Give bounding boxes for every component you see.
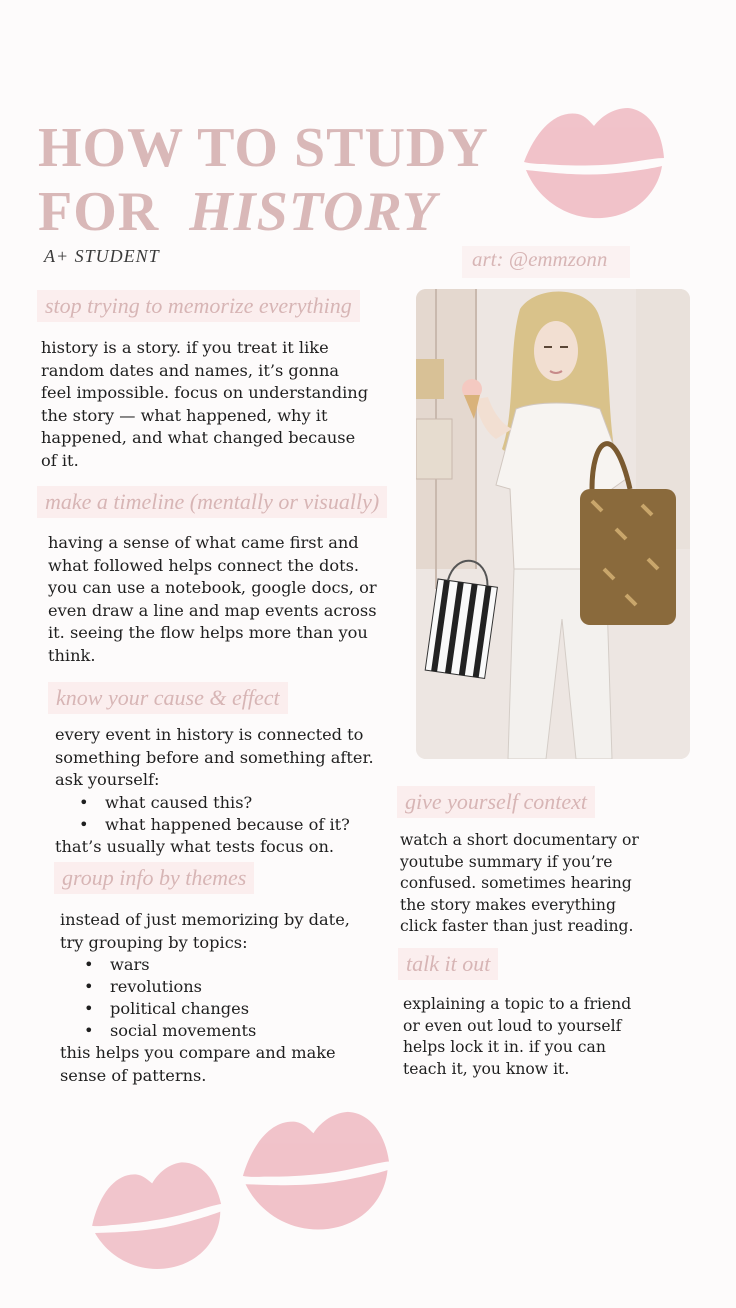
lips-icon <box>230 1106 398 1236</box>
cause-effect-outro: that’s usually what tests focus on. <box>55 836 335 856</box>
art-credit: art: @emmzonn <box>472 247 608 271</box>
section-heading-stop-memorizing: stop trying to memorize everything <box>37 290 360 322</box>
list-item: • what happened because of it? <box>105 814 375 836</box>
list-item: • revolutions <box>110 976 370 998</box>
themes-outro: this helps you compare and make sense of patterns. <box>60 1043 336 1085</box>
section-heading-cause-effect: know your cause & effect <box>48 682 288 714</box>
themes-intro: instead of just memorizing by date, try grouping by topics: <box>60 910 350 952</box>
section-body-stop-memorizing: history is a story. if you treat it like random dates and names, it’s gonna feel impossible. focus on understanding the story — what happened, why it happened, and what changed because of it. <box>41 338 369 470</box>
lips-icon <box>84 1158 226 1276</box>
cause-effect-intro: every event in history is connected to something before and something after. ask yourself: <box>55 725 374 789</box>
list-item: • wars <box>110 954 370 976</box>
themes-list <box>60 954 370 1042</box>
girl-illustration-icon <box>416 289 690 759</box>
section-heading-themes: group info by themes <box>54 862 254 894</box>
title-line-2-prefix: FOR <box>38 181 160 243</box>
section-body-context: watch a short documentary or youtube summary if you’re confused. sometimes hearing the story makes everything click faster than just reading. <box>400 831 639 935</box>
section-heading-talk-it-out: talk it out <box>398 948 498 980</box>
list-item: • what caused this? <box>105 792 375 814</box>
title-line-2-italic: HISTORY <box>189 181 437 243</box>
section-body-themes <box>60 909 370 1087</box>
subtitle: A+ STUDENT <box>44 246 160 266</box>
list-item: • social movements <box>110 1020 370 1042</box>
page-title <box>38 116 489 244</box>
section-body-timeline: having a sense of what came first and what followed helps connect the dots. you can use a notebook, google docs, or even draw a line and map events across it. seeing the flow helps more than you think. <box>48 533 377 665</box>
title-line-1: HOW TO STUDY <box>38 117 489 179</box>
cause-effect-list <box>55 792 375 836</box>
section-body-cause-effect <box>55 724 375 858</box>
section-body-talk-it-out: explaining a topic to a friend or even out loud to yourself helps lock it in. if you can teach it, you know it. <box>403 995 632 1078</box>
section-heading-timeline: make a timeline (mentally or visually) <box>37 486 387 518</box>
section-heading-context: give yourself context <box>397 786 595 818</box>
title-block <box>38 116 489 244</box>
lips-icon <box>516 100 668 224</box>
list-item: • political changes <box>110 998 370 1020</box>
illustration <box>416 289 690 759</box>
